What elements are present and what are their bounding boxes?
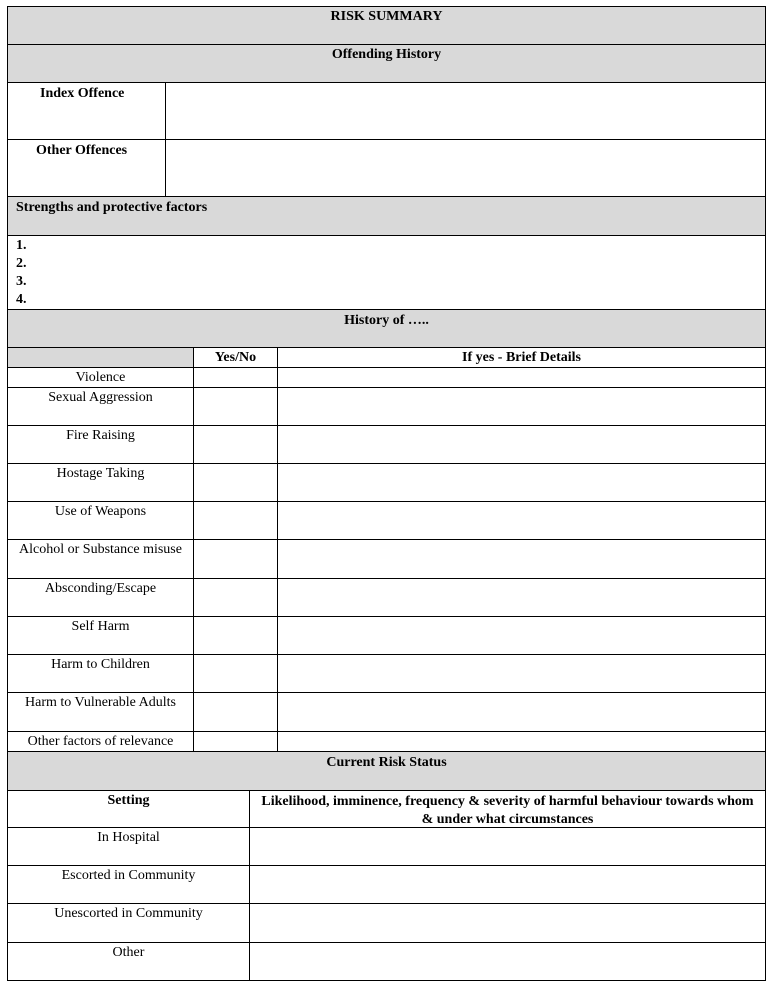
index-offence-field[interactable] [165,82,766,140]
history-row-harm-to-vulnerable-adults-yesno-field[interactable] [193,692,278,732]
history-row-fire-raising-label [7,425,194,464]
risk-row-other-likelihood-field[interactable] [249,942,766,981]
risk-row-label: In Hospital [97,830,160,845]
history-row-harm-to-vulnerable-adults-details-field[interactable] [277,692,766,732]
risk-row-in-hospital-likelihood-field[interactable] [249,827,766,866]
history-row-sexual-aggression-details-field[interactable] [277,387,766,426]
risk-summary-form [7,6,766,981]
offending-history-heading: Offending History [7,44,766,83]
history-row-label: Sexual Aggression [48,390,153,405]
strengths-list[interactable] [7,235,766,310]
history-row-label: Use of Weapons [54,504,147,519]
strength-item-3: 3. [16,274,27,289]
strength-item-4: 4. [16,292,27,307]
history-row-hostage-taking-details-field[interactable] [277,463,766,502]
history-row-label: Self Harm [71,619,130,634]
risk-row-label: Unescorted in Community [54,906,203,921]
history-heading: History of ….. [7,309,766,348]
history-row-absconding-escape-yesno-field[interactable] [193,578,278,617]
risk-row-label: Other [112,945,145,960]
risk-row-escorted-community-label [7,865,250,904]
history-row-self-harm-yesno-field[interactable] [193,616,278,655]
index-offence-label: Index Offence [40,86,125,101]
history-row-hostage-taking-label [7,463,194,502]
history-row-absconding-escape-details-field[interactable] [277,578,766,617]
other-offences-field[interactable] [165,139,766,197]
history-row-label: Hostage Taking [56,466,145,481]
history-row-label: Absconding/Escape [44,581,157,596]
history-row-label: Harm to Vulnerable Adults [25,695,176,710]
history-col-blank [7,347,194,368]
history-row-other-factors-label [7,731,194,752]
other-offences-label-cell [7,139,166,197]
risk-row-escorted-community-likelihood-field[interactable] [249,865,766,904]
index-offence-label-cell [7,82,166,140]
history-row-harm-to-children-yesno-field[interactable] [193,654,278,693]
history-row-self-harm-details-field[interactable] [277,616,766,655]
history-row-use-of-weapons-yesno-field[interactable] [193,501,278,540]
risk-row-unescorted-community-label [7,903,250,943]
history-row-hostage-taking-yesno-field[interactable] [193,463,278,502]
history-row-alcohol-substance-misuse-details-field[interactable] [277,539,766,579]
history-col-yesno: Yes/No [193,347,278,368]
risk-status-heading: Current Risk Status [7,751,766,791]
history-row-other-factors-details-field[interactable] [277,731,766,752]
history-row-violence-label [7,367,194,388]
risk-col-likelihood: Likelihood, imminence, frequency & severity of harmful behaviour towards whom & under what circumstances [249,790,766,828]
history-row-alcohol-substance-misuse-label [7,539,194,579]
strengths-heading-cell [7,196,766,236]
history-row-fire-raising-details-field[interactable] [277,425,766,464]
history-row-label: Violence [75,370,126,385]
risk-row-label: Escorted in Community [61,868,196,883]
history-row-label: Other factors of relevance [27,734,174,749]
history-row-use-of-weapons-details-field[interactable] [277,501,766,540]
history-row-harm-to-children-label [7,654,194,693]
history-row-sexual-aggression-yesno-field[interactable] [193,387,278,426]
history-row-label: Fire Raising [66,428,135,443]
history-row-violence-details-field[interactable] [277,367,766,388]
history-row-harm-to-vulnerable-adults-label [7,692,194,732]
history-row-self-harm-label [7,616,194,655]
history-col-details: If yes - Brief Details [277,347,766,368]
strength-item-2: 2. [16,256,27,271]
risk-row-in-hospital-label [7,827,250,866]
other-offences-label: Other Offences [36,143,128,158]
history-row-fire-raising-yesno-field[interactable] [193,425,278,464]
risk-row-other-label [7,942,250,981]
history-row-other-factors-yesno-field[interactable] [193,731,278,752]
strength-item-1: 1. [16,238,27,253]
history-row-use-of-weapons-label [7,501,194,540]
history-row-absconding-escape-label [7,578,194,617]
history-row-label: Harm to Children [51,657,150,672]
history-row-violence-yesno-field[interactable] [193,367,278,388]
strengths-heading: Strengths and protective factors [16,200,208,215]
history-row-sexual-aggression-label [7,387,194,426]
history-row-label: Alcohol or Substance misuse [19,542,182,557]
risk-col-setting: Setting [7,790,250,828]
risk-row-unescorted-community-likelihood-field[interactable] [249,903,766,943]
history-row-harm-to-children-details-field[interactable] [277,654,766,693]
history-row-alcohol-substance-misuse-yesno-field[interactable] [193,539,278,579]
form-title: RISK SUMMARY [7,6,766,45]
